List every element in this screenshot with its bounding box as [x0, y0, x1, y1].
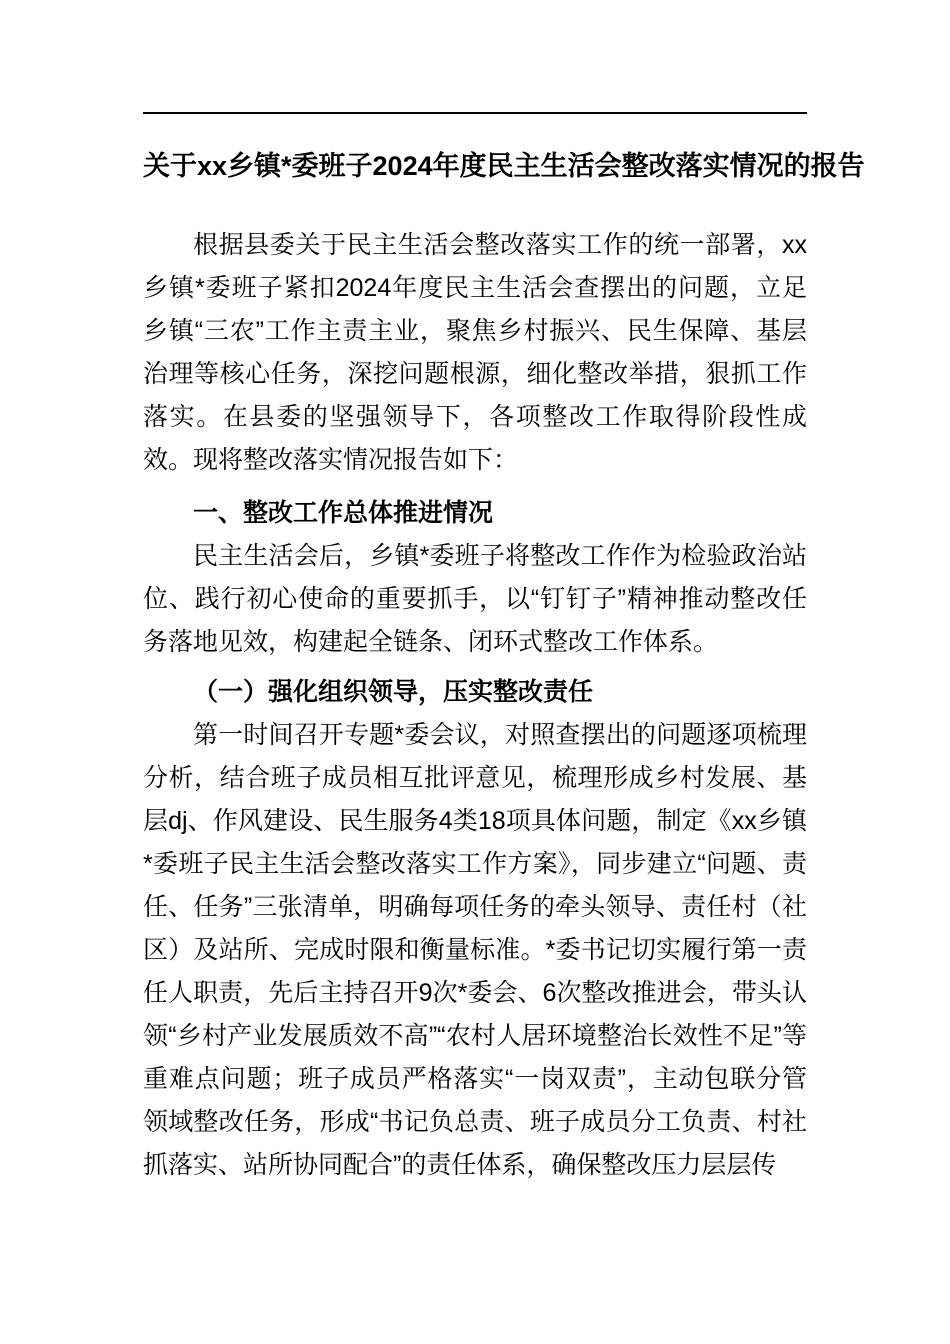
subsection-heading-1-1: （一）强化组织领导，压实整改责任: [193, 678, 594, 706]
paragraph-organization-leadership: 第一时间召开专题*委会议，对照查摆出的问题逐项梳理分析，结合班子成员相互批评意见，梳理形成乡村发展、基层dj、作风建设、民生服务4类18项具体问题，制定《xx乡镇*委班子民主生活会整改落实工作方案》，同步建立“问题、责任、任务”三张清单，明确每项任务的牵头领导、责任村（社区）及站所、完成时限和衡量标准。*委书记切实履行第一责任人职责，先后主持召开9次*委会、6次整改推进会，带头认领“乡村产业发展质效不高”“农村人居环境整治长效性不足”等重难点问题；班子成员严格落实“一岗双责”，主动包联分管领域整改任务，形成“书记负总责、班子成员分工负责、村社抓落实、站所协同配合”的责任体系，确保整改压力层层传: [143, 721, 807, 1179]
header-divider-line: [143, 112, 807, 114]
section-heading-1: 一、整改工作总体推进情况: [193, 499, 494, 527]
paragraph-intro: 根据县委关于民主生活会整改落实工作的统一部署，xx乡镇*委班子紧扣2024年度民主生活会查摆出的问题，立足乡镇“三农”工作主责主业，聚焦乡村振兴、民生保障、基层治理等核心任务，深挖问题根源，细化整改举措，狠抓工作落实。在县委的坚强领导下，各项整改工作取得阶段性成效。现将整改落实情况报告如下：: [143, 231, 807, 474]
document-body: [143, 146, 865, 1187]
document-title: 关于xx乡镇*委班子2024年度民主生活会整改落实情况的报告: [143, 151, 865, 181]
paragraph-overall-progress: 民主生活会后，乡镇*委班子将整改工作作为检验政治站位、践行初心使命的重要抓手，以“钉钉子”精神推动整改任务落地见效，构建起全链条、闭环式整改工作体系。: [143, 542, 807, 656]
